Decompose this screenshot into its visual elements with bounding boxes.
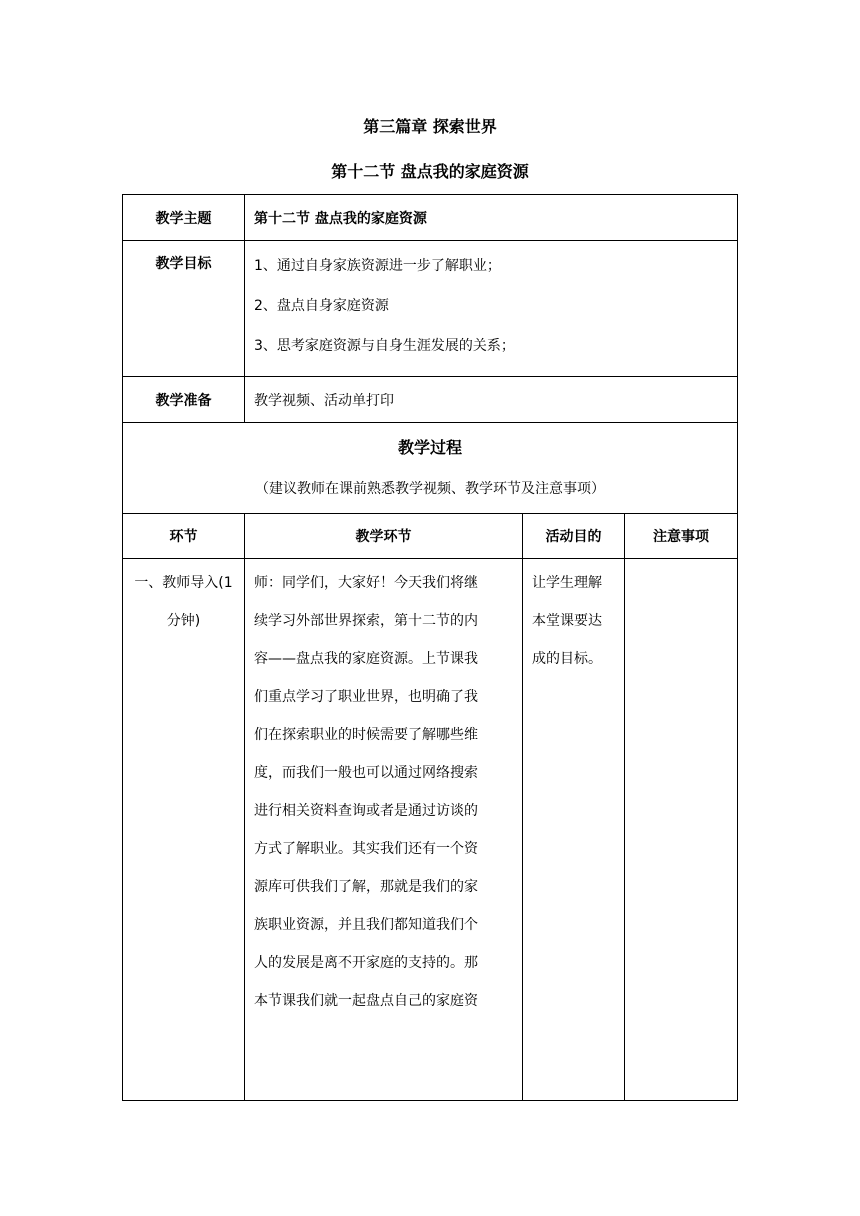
content-cell bbox=[245, 559, 523, 1101]
content-line: 方式了解职业。其实我们还有一个资 bbox=[254, 841, 478, 857]
purpose-line: 让学生理解 bbox=[532, 575, 602, 591]
goals-cell bbox=[245, 241, 738, 377]
content-line: 们重点学习了职业世界，也明确了我 bbox=[254, 689, 478, 705]
lesson-plan-table bbox=[122, 194, 738, 1101]
content-line: 人的发展是离不开家庭的支持的。那 bbox=[254, 955, 478, 971]
prep-row bbox=[123, 377, 738, 423]
column-header-row bbox=[123, 514, 738, 559]
stage-cell bbox=[123, 559, 245, 1101]
stage-line: 一、教师导入(1 bbox=[134, 575, 233, 591]
content-line: 族职业资源，并且我们都知道我们个 bbox=[254, 917, 478, 933]
process-header-row bbox=[123, 423, 738, 514]
topic-row bbox=[123, 195, 738, 241]
content-line: 容——盘点我的家庭资源。上节课我 bbox=[254, 651, 478, 667]
topic-label: 教学主题 bbox=[123, 195, 245, 241]
chapter-title: 第三篇章 探索世界 bbox=[363, 117, 497, 136]
col-header-notes: 注意事项 bbox=[625, 514, 738, 559]
content-line: 师：同学们，大家好！今天我们将继 bbox=[254, 575, 478, 591]
purpose-line: 本堂课要达 bbox=[532, 613, 602, 629]
stage-row-intro bbox=[123, 559, 738, 1101]
goal-item: 3、思考家庭资源与自身生涯发展的关系； bbox=[254, 338, 515, 354]
process-note: （建议教师在课前熟悉教学视频、教学环节及注意事项） bbox=[255, 481, 605, 497]
content-line: 进行相关资料查询或者是通过访谈的 bbox=[254, 803, 478, 819]
content-line: 本节课我们就一起盘点自己的家庭资 bbox=[254, 993, 478, 1009]
col-header-stage: 环节 bbox=[123, 514, 245, 559]
prep-value: 教学视频、活动单打印 bbox=[245, 377, 738, 423]
process-cell bbox=[123, 423, 738, 514]
process-title: 教学过程 bbox=[398, 438, 463, 457]
goal-item: 2、盘点自身家庭资源 bbox=[254, 298, 389, 314]
content-line: 们在探索职业的时候需要了解哪些维 bbox=[254, 727, 478, 743]
col-header-content: 教学环节 bbox=[245, 514, 523, 559]
goals-label: 教学目标 bbox=[123, 241, 245, 377]
topic-value: 第十二节 盘点我的家庭资源 bbox=[245, 195, 738, 241]
purpose-cell bbox=[523, 559, 625, 1101]
prep-label: 教学准备 bbox=[123, 377, 245, 423]
goal-item: 1、通过自身家族资源进一步了解职业； bbox=[254, 258, 501, 274]
content-line: 源库可供我们了解，那就是我们的家 bbox=[254, 879, 478, 895]
content-line: 续学习外部世界探索，第十二节的内 bbox=[254, 613, 478, 629]
content-line: 度，而我们一般也可以通过网络搜索 bbox=[254, 765, 478, 781]
purpose-line: 成的目标。 bbox=[532, 651, 602, 667]
notes-cell bbox=[625, 559, 738, 1101]
col-header-purpose: 活动目的 bbox=[523, 514, 625, 559]
goals-row bbox=[123, 241, 738, 377]
section-title: 第十二节 盘点我的家庭资源 bbox=[331, 162, 529, 181]
stage-line: 分钟) bbox=[166, 613, 201, 629]
